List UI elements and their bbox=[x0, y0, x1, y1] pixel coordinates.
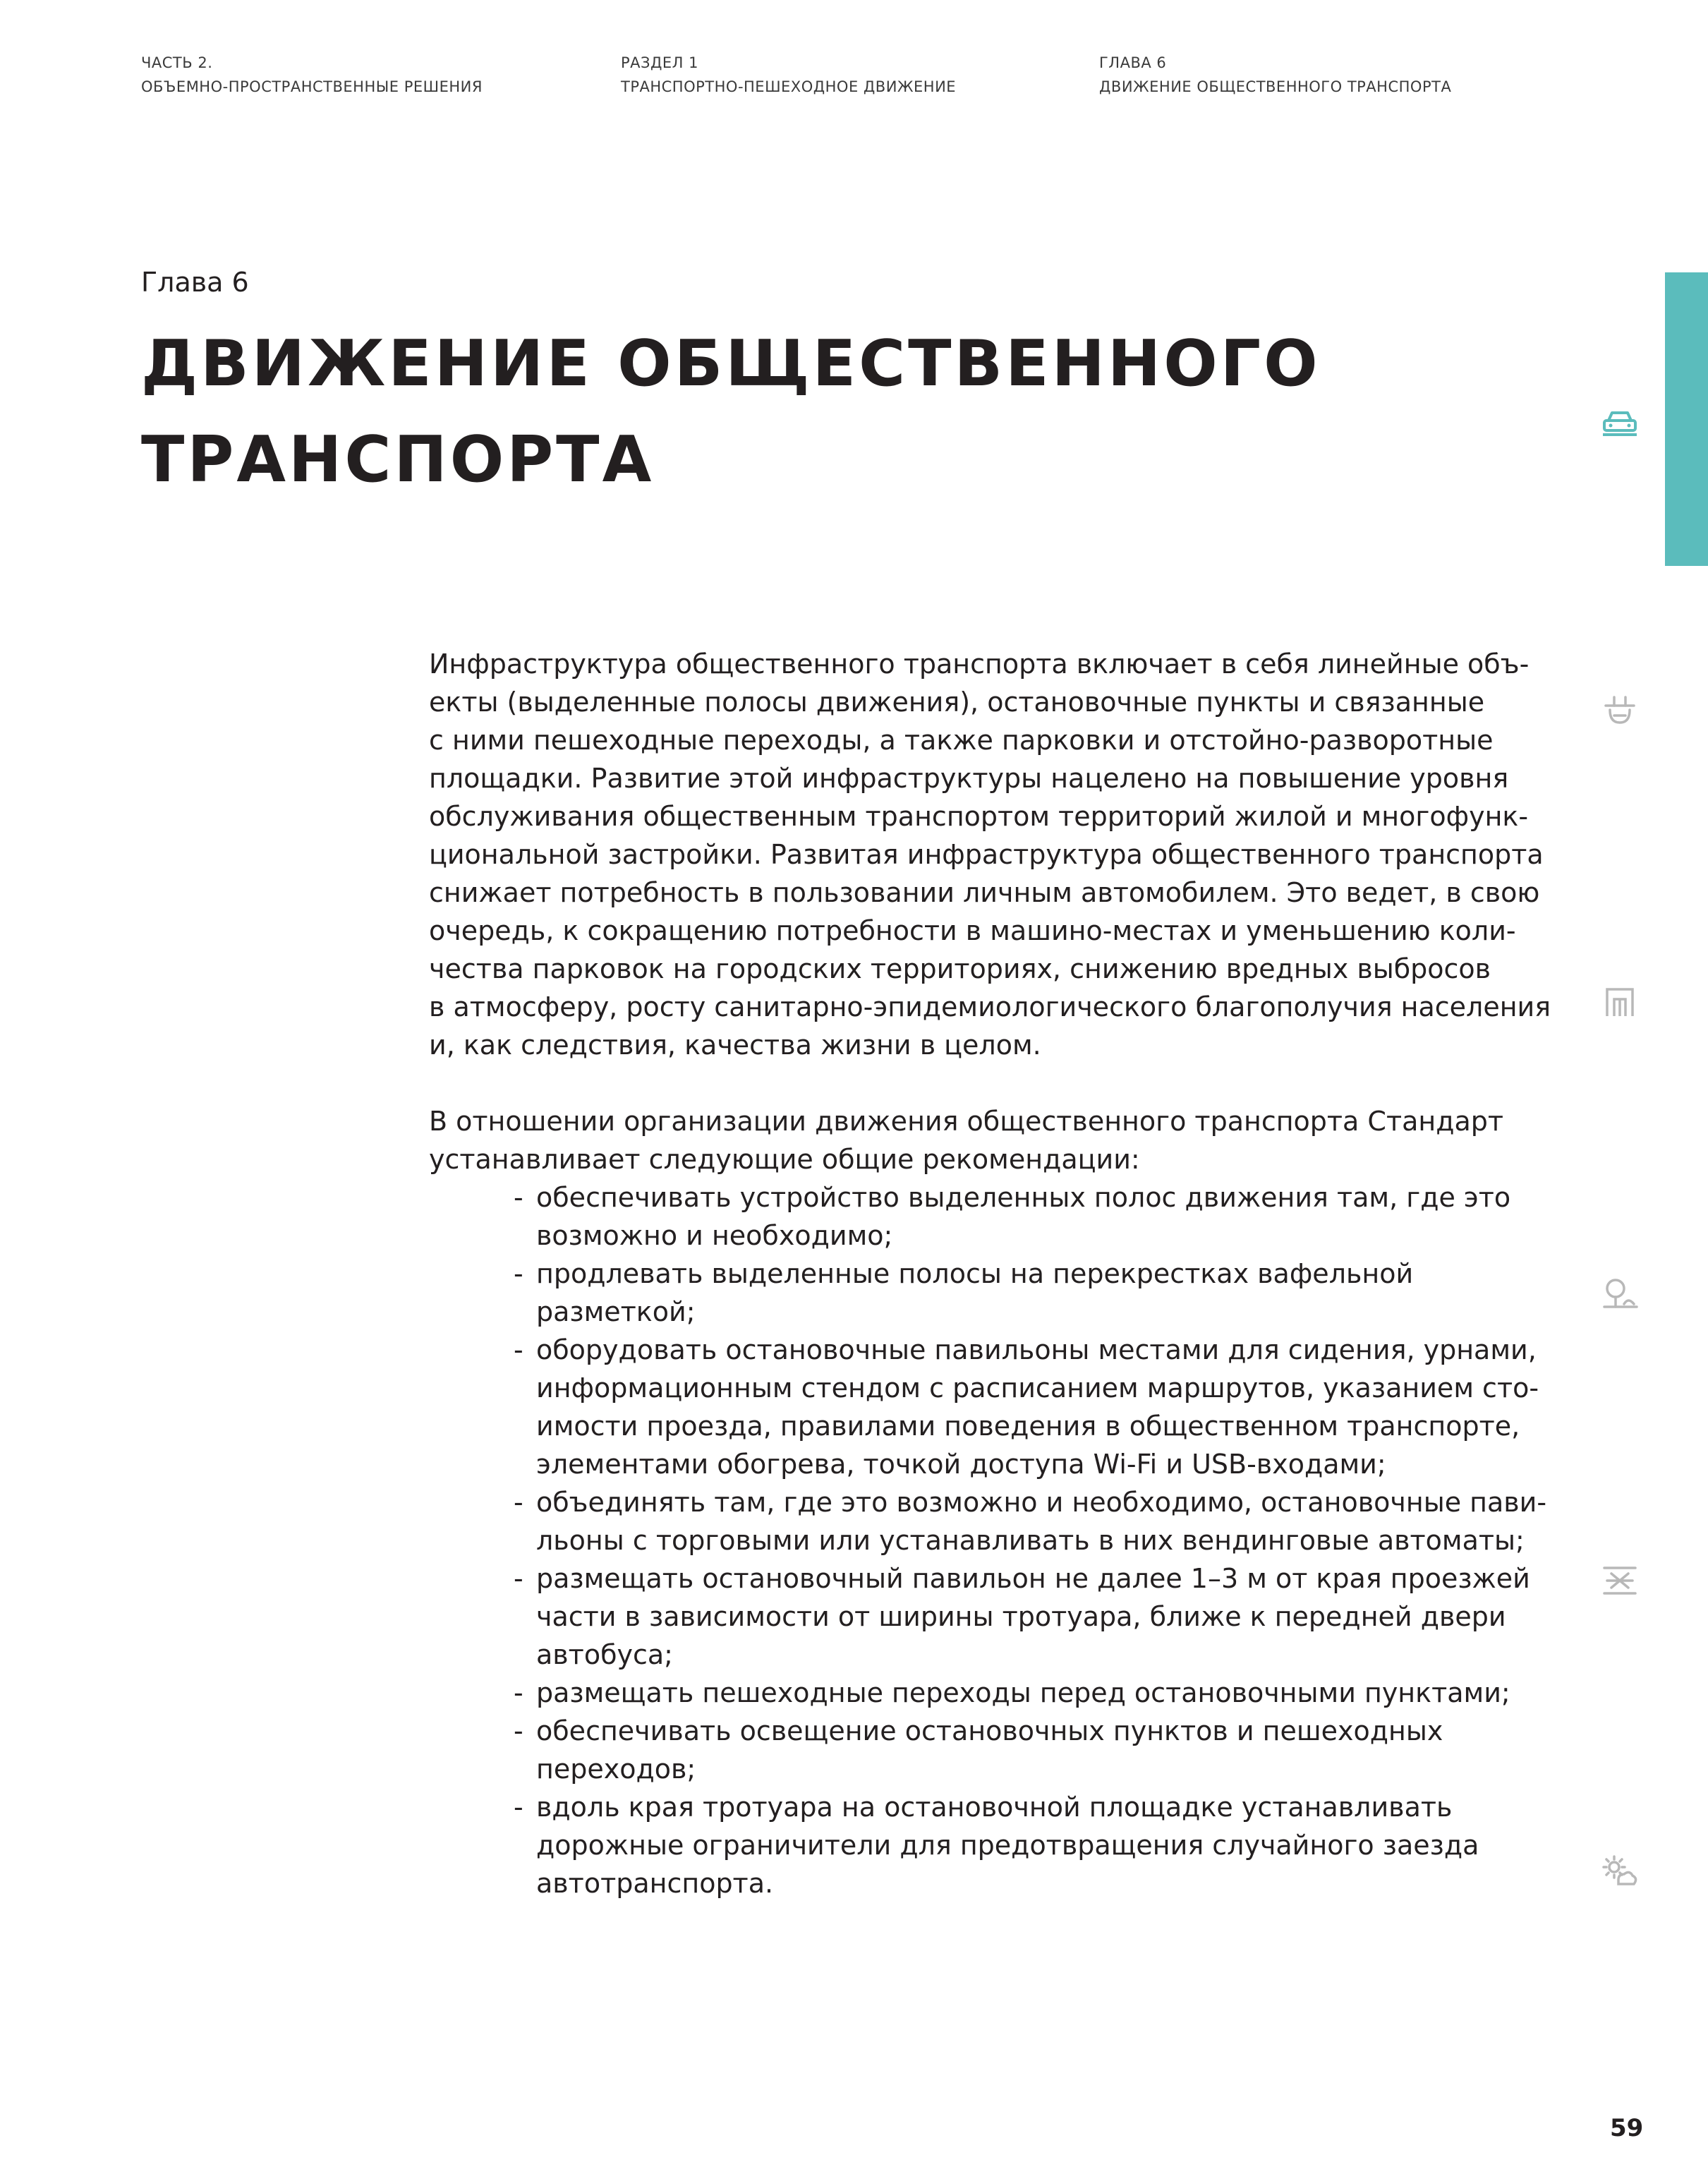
running-header bbox=[141, 51, 1552, 99]
active-section-tab[interactable] bbox=[1665, 272, 1708, 566]
list-item: - обеспечивать освещение остановочных пунктов и пешеходных переходов; bbox=[514, 1712, 1544, 1788]
chapter-label: Глава 6 bbox=[141, 267, 249, 298]
list-item: - обеспечивать устройство выделенных полос движения там, где это возможно и необходимо; bbox=[514, 1178, 1544, 1255]
header-part: ЧАСТЬ 2. ОБЪЕМНО-ПРОСТРАНСТВЕННЫЕ РЕШЕНИЯ bbox=[141, 54, 483, 95]
recommendations-intro: В отношении организации движения общественного транспорта Стандарт устанавливает следующие общие рекомендации: bbox=[429, 1106, 1504, 1175]
building-icon[interactable] bbox=[1600, 985, 1640, 1019]
chapter-title: ДВИЖЕНИЕ ОБЩЕСТВЕННОГО ТРАНСПОРТА bbox=[141, 327, 1321, 497]
crosswalk-icon[interactable] bbox=[1600, 1564, 1640, 1598]
list-item: - объединять там, где это возможно и необходимо, остановочные пави- льоны с торговыми или устанавливать в них вендинговые автоматы; bbox=[514, 1483, 1544, 1559]
bollard-icon[interactable] bbox=[1600, 694, 1640, 728]
list-item: - размещать остановочный павильон не далее 1–3 м от края проезжей части в зависимости от ширины тротуара, ближе к передней двери автобуса; bbox=[514, 1559, 1544, 1674]
tree-icon[interactable] bbox=[1600, 1276, 1640, 1310]
intro-paragraph: Инфраструктура общественного транспорта включает в себя линейные объ- екты (выделенные полосы движения), остановочные пункты и связанные с ними пешеходные переходы, а также парковки и отстойно-разворотные площадки. Развитие этой инфраструктуры нацелено на повышение уровня обслуживания общественным транспортом территорий жилой и многофунк- циональной застройки. Развитая инфраструктура общественного транспорта снижает потребность в пользовании личным автомобилем. Это ведет, в свою очередь, к сокращению потребности в машино-местах и уменьшению коли- чества парковок на городских территориях, снижению вредных выбросов в атмосферу, росту санитарно-эпидемиологического благополучия населения и, как следствия, качества жизни в целом. bbox=[429, 648, 1551, 1061]
weather-icon[interactable] bbox=[1600, 1854, 1640, 1888]
list-item: - оборудовать остановочные павильоны местами для сидения, урнами, информационным стендом с расписанием маршрутов, указанием сто- имости проезда, правилами поведения в общественном транспорте, элементами обогрева, точкой доступа Wi-Fi и USB-входами; bbox=[514, 1331, 1544, 1483]
list-item: - вдоль края тротуара на остановочной площадке устанавливать дорожные ограничители для предотвращения случайного заезда автотранспорта. bbox=[514, 1788, 1544, 1902]
header-chapter: ГЛАВА 6 ДВИЖЕНИЕ ОБЩЕСТВЕННОГО ТРАНСПОРТА bbox=[1099, 54, 1452, 95]
page-number: 59 bbox=[1610, 2114, 1644, 2142]
list-item: - продлевать выделенные полосы на перекрестках вафельной разметкой; bbox=[514, 1255, 1544, 1331]
recommendations-list bbox=[429, 1178, 1547, 1902]
body-text bbox=[429, 645, 1551, 1902]
car-icon[interactable] bbox=[1600, 406, 1640, 440]
list-item: - размещать пешеходные переходы перед остановочными пунктами; bbox=[514, 1674, 1544, 1712]
header-section: РАЗДЕЛ 1 ТРАНСПОРТНО-ПЕШЕХОДНОЕ ДВИЖЕНИЕ bbox=[621, 54, 957, 95]
